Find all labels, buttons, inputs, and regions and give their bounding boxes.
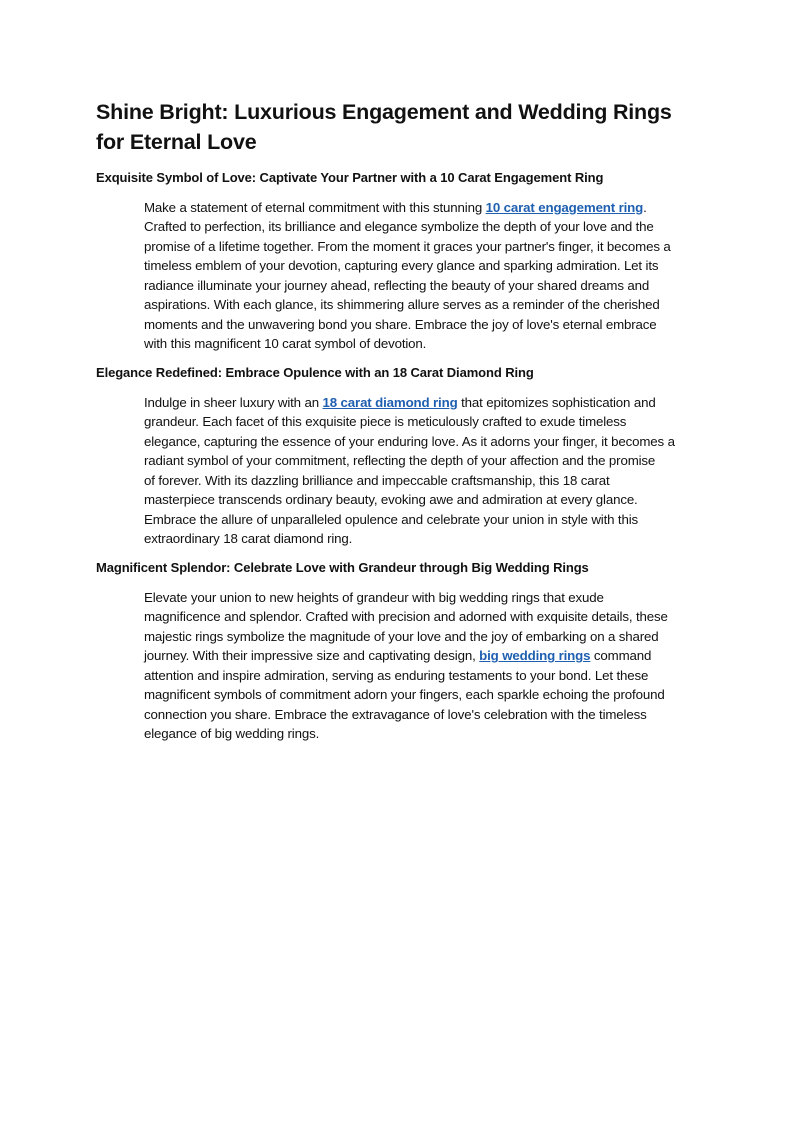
- paragraph-line: magnificent symbols of commitment adorn your fingers, each sparkle echoing the profound: [144, 687, 665, 703]
- paragraph-line: elegance, capturing the essence of your enduring love. As it adorns your finger, it becomes a: [144, 433, 675, 449]
- text-run: journey. With their impressive size and captivating design,: [144, 648, 480, 664]
- text-run: Indulge in sheer luxury with an: [144, 395, 323, 410]
- title-line-2: for Eternal Love: [96, 130, 257, 154]
- paragraph-line: extraordinary 18 carat diamond ring.: [144, 531, 353, 547]
- text-run: Make a statement of eternal commitment with this stunning: [144, 200, 486, 215]
- paragraph-line: aspirations. With each glance, its shimmering allure serves as a reminder of the cherished: [144, 297, 660, 313]
- paragraph-line: radiant symbol of your commitment, reflecting the depth of your affection and the promise: [144, 453, 656, 469]
- page-title: [96, 97, 706, 157]
- paragraph-line: magnificence and splendor. Crafted with precision and adorned with exquisite details, these: [144, 609, 668, 625]
- paragraph-line: Embrace the allure of unparalleled opulence and celebrate your union in style with this: [144, 511, 639, 527]
- paragraph-line: [144, 393, 704, 412]
- paragraph-line: with this magnificent 10 carat symbol of devotion.: [144, 336, 427, 352]
- paragraph-line: timeless emblem of your devotion, capturing every glance and sparking admiration. Let its: [144, 258, 659, 274]
- paragraph-line: [144, 198, 704, 217]
- section-heading-10-carat: Exquisite Symbol of Love: Captivate Your Partner with a 10 Carat Engagement Ring: [96, 170, 604, 185]
- paragraph-line: masterpiece transcends ordinary beauty, evoking awe and admiration at every glance.: [144, 492, 638, 508]
- text-run: command: [590, 648, 652, 664]
- paragraph-line: Elevate your union to new heights of grandeur with big wedding rings that exude: [144, 590, 604, 605]
- section-paragraph-big-wedding-rings: [144, 588, 704, 744]
- link-big-wedding-rings[interactable]: big wedding rings: [479, 648, 591, 664]
- paragraph-line: majestic rings symbolize the magnitude of your love and the joy of embarking on a shared: [144, 628, 659, 644]
- paragraph-line: of forever. With its dazzling brilliance and impeccable craftsmanship, this 18 carat: [144, 472, 610, 488]
- paragraph-line: grandeur. Each facet of this exquisite piece is meticulously crafted to exude timeless: [144, 414, 627, 430]
- paragraph-line: connection you share. Embrace the extravagance of love's celebration with the timeless: [144, 706, 647, 722]
- paragraph-line: elegance of big wedding rings.: [144, 726, 320, 742]
- paragraph-line: radiance illuminate your journey ahead, reflecting the beauty of your shared dreams and: [144, 277, 650, 293]
- link-18-carat-diamond-ring[interactable]: 18 carat diamond ring: [322, 395, 458, 410]
- paragraph-line: attention and inspire admiration, serving as enduring testaments to your bond. Let these: [144, 667, 649, 683]
- paragraph-line: promise of a lifetime together. From the moment it graces your partner's finger, it becomes a: [144, 238, 671, 254]
- paragraph-line: Crafted to perfection, its brilliance and elegance symbolize the depth of your love and the: [144, 219, 654, 235]
- link-10-carat-engagement-ring[interactable]: 10 carat engagement ring: [485, 200, 644, 215]
- section-heading-big-wedding-rings: Magnificent Splendor: Celebrate Love with Grandeur through Big Wedding Rings: [96, 560, 589, 575]
- section-paragraph-10-carat: [144, 198, 704, 354]
- section-heading-18-carat: Elegance Redefined: Embrace Opulence with an 18 Carat Diamond Ring: [96, 365, 534, 380]
- title-line-1: Shine Bright: Luxurious Engagement and Wedding Rings: [96, 100, 672, 124]
- paragraph-line: [144, 646, 704, 665]
- text-run: that epitomizes sophistication and: [457, 395, 656, 410]
- section-paragraph-18-carat: [144, 393, 704, 549]
- paragraph-line: moments and the unwavering bond you share. Embrace the joy of love's eternal embrace: [144, 316, 657, 332]
- text-run: .: [643, 200, 647, 215]
